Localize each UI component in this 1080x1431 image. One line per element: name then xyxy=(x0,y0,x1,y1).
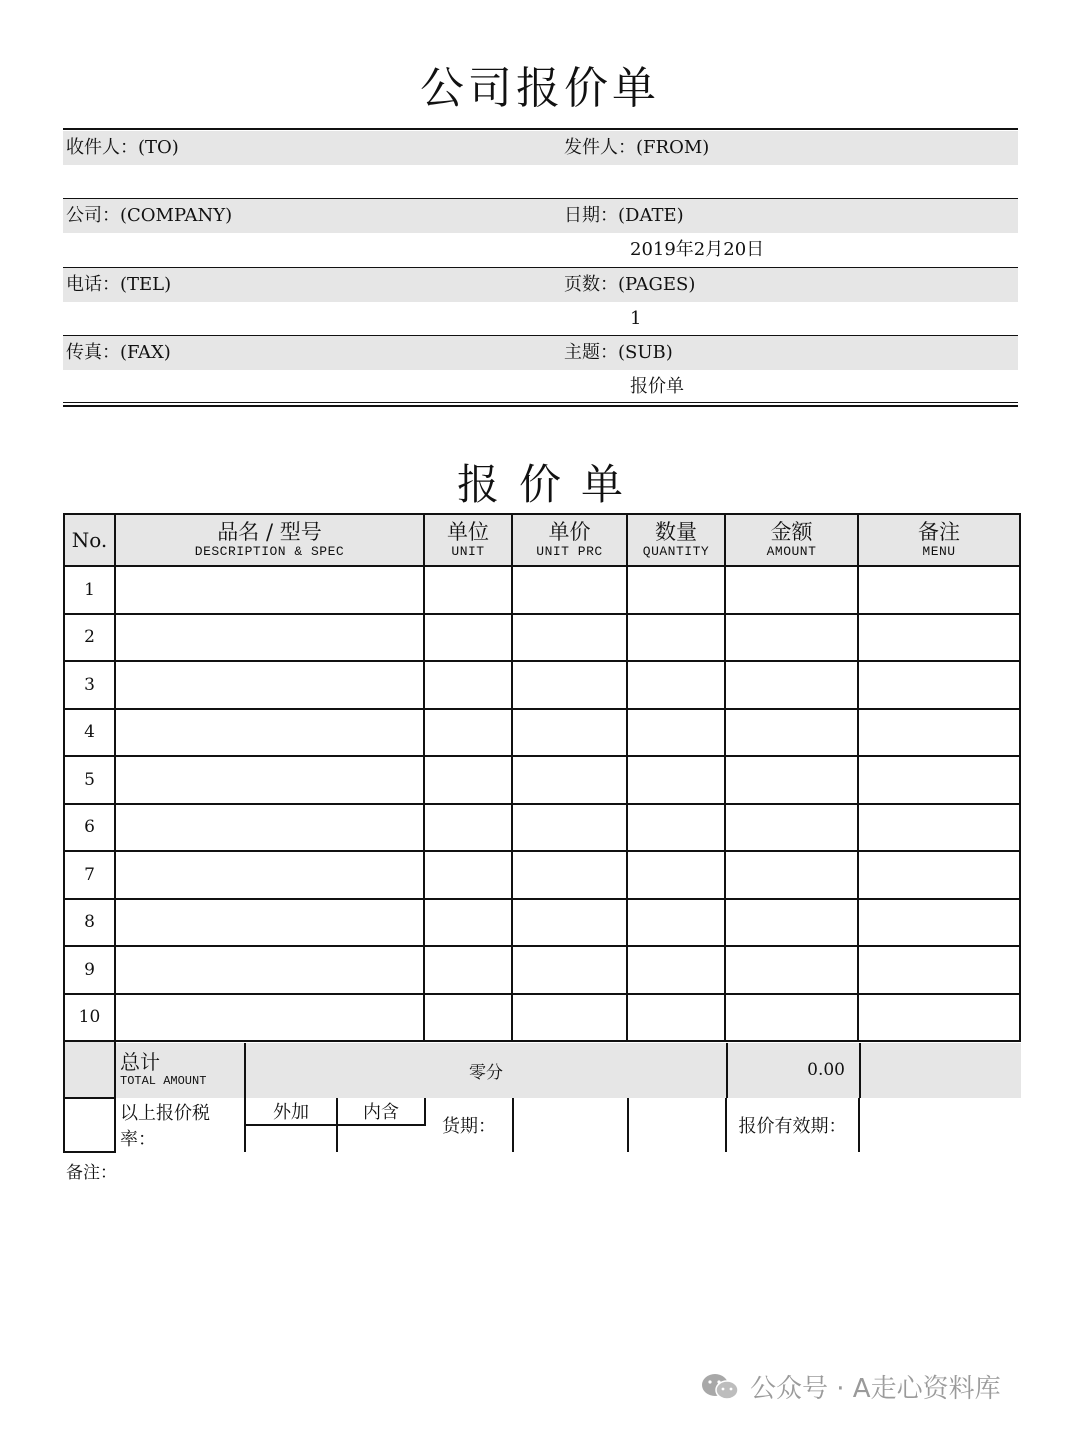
quantity-cell[interactable] xyxy=(627,946,725,994)
description-cell[interactable] xyxy=(115,946,424,994)
row-number: 9 xyxy=(64,946,115,994)
subject-label: 主题：(SUB) xyxy=(564,342,673,363)
remarks-cell[interactable] xyxy=(858,994,1020,1042)
row-number: 1 xyxy=(64,566,115,614)
description-cell[interactable] xyxy=(115,756,424,804)
fax-label: 传真：(FAX) xyxy=(66,342,171,363)
terms-row-container xyxy=(115,1098,1020,1152)
description-cell[interactable] xyxy=(115,804,424,852)
quantity-cell[interactable] xyxy=(627,661,725,709)
total-remarks-cell xyxy=(860,1043,1021,1098)
total-inner-table xyxy=(116,1043,1021,1098)
description-cell[interactable] xyxy=(115,566,424,614)
unit-price-cell[interactable] xyxy=(512,899,627,947)
wechat-icon xyxy=(700,1372,740,1402)
unit-cell[interactable] xyxy=(424,709,512,757)
row-number: 2 xyxy=(64,614,115,662)
col-description-header: 品名 / 型号 DESCRIPTION & SPEC xyxy=(115,514,424,566)
header-top-rule xyxy=(63,128,1018,130)
validity-value-cell[interactable] xyxy=(859,1098,1021,1152)
total-label: 总计 xyxy=(120,1050,160,1074)
quantity-cell[interactable] xyxy=(627,851,725,899)
amount-cell[interactable] xyxy=(725,709,858,757)
tax-extra-value[interactable] xyxy=(245,1125,337,1152)
quote-title: 报价单 xyxy=(456,460,643,509)
row-number: 8 xyxy=(64,899,115,947)
quantity-cell[interactable] xyxy=(627,899,725,947)
header-row-fax xyxy=(63,336,1018,370)
remarks-cell[interactable] xyxy=(858,709,1020,757)
unit-cell[interactable] xyxy=(424,899,512,947)
remarks-cell[interactable] xyxy=(858,661,1020,709)
terms-row xyxy=(64,1098,1020,1152)
tax-rate-label: 以上报价税率： xyxy=(116,1098,245,1152)
remarks-label: 备注： xyxy=(66,1163,117,1183)
total-row xyxy=(64,1041,1020,1098)
terms-blank-cell xyxy=(64,1098,115,1152)
amount-cell[interactable] xyxy=(725,994,858,1042)
quantity-cell[interactable] xyxy=(627,566,725,614)
unit-price-cell[interactable] xyxy=(512,614,627,662)
description-cell[interactable] xyxy=(115,899,424,947)
total-amount-words: 零分 xyxy=(245,1043,727,1098)
col-unit-header: 单位 UNIT xyxy=(424,514,512,566)
quantity-cell[interactable] xyxy=(627,756,725,804)
col-unit-price-header: 单价 UNIT PRC xyxy=(512,514,627,566)
unit-price-cell[interactable] xyxy=(512,804,627,852)
amount-cell[interactable] xyxy=(725,804,858,852)
unit-price-cell[interactable] xyxy=(512,709,627,757)
unit-cell[interactable] xyxy=(424,661,512,709)
tax-included-value[interactable] xyxy=(337,1125,425,1152)
unit-cell[interactable] xyxy=(424,566,512,614)
amount-cell[interactable] xyxy=(725,899,858,947)
total-label-en: TOTAL AMOUNT xyxy=(120,1074,207,1088)
tel-label: 电话：(TEL) xyxy=(66,274,172,295)
remarks-cell[interactable] xyxy=(858,756,1020,804)
col-amount-header: 金额 AMOUNT xyxy=(725,514,858,566)
table-row xyxy=(64,566,1020,614)
description-cell[interactable] xyxy=(115,851,424,899)
page-title: 公司报价单 xyxy=(420,63,660,114)
to-label: 收件人：(TO) xyxy=(66,137,179,158)
amount-cell[interactable] xyxy=(725,946,858,994)
table-row xyxy=(64,946,1020,994)
col-remarks-header: 备注 MENU xyxy=(858,514,1020,566)
validity-label: 报价有效期： xyxy=(726,1098,859,1152)
quantity-cell[interactable] xyxy=(627,614,725,662)
from-label: 发件人：(FROM) xyxy=(564,137,710,158)
total-row-container xyxy=(115,1041,1020,1098)
header-bottom-rule xyxy=(63,405,1018,407)
total-label-cell xyxy=(116,1043,245,1098)
tax-extra-label: 外加 xyxy=(245,1098,337,1125)
unit-price-cell[interactable] xyxy=(512,851,627,899)
description-cell[interactable] xyxy=(115,994,424,1042)
quantity-cell[interactable] xyxy=(627,804,725,852)
remarks-cell[interactable] xyxy=(858,851,1020,899)
row-number: 6 xyxy=(64,804,115,852)
quantity-cell[interactable] xyxy=(627,709,725,757)
date-value[interactable]: 2019年2月20日 xyxy=(630,239,765,260)
watermark xyxy=(700,1368,1001,1405)
header-bottom-rule-inner xyxy=(63,402,1018,403)
company-label: 公司：(COMPANY) xyxy=(66,205,233,226)
header-row-to xyxy=(63,131,1018,165)
col-no-header: No. xyxy=(64,514,115,566)
amount-cell[interactable] xyxy=(725,661,858,709)
delivery-label: 货期： xyxy=(425,1098,513,1152)
table-row xyxy=(64,709,1020,757)
row-number: 4 xyxy=(64,709,115,757)
subject-value[interactable]: 报价单 xyxy=(630,376,684,397)
pages-label: 页数：(PAGES) xyxy=(564,274,696,295)
description-cell[interactable] xyxy=(115,709,424,757)
table-row xyxy=(64,851,1020,899)
amount-cell[interactable] xyxy=(725,756,858,804)
remarks-cell[interactable] xyxy=(858,946,1020,994)
amount-cell[interactable] xyxy=(725,614,858,662)
description-cell[interactable] xyxy=(115,661,424,709)
delivery-value-cell[interactable] xyxy=(513,1098,628,1152)
unit-cell[interactable] xyxy=(424,804,512,852)
unit-cell[interactable] xyxy=(424,994,512,1042)
terms-inner-table xyxy=(116,1098,1021,1152)
unit-cell[interactable] xyxy=(424,756,512,804)
unit-cell[interactable] xyxy=(424,851,512,899)
unit-price-cell[interactable] xyxy=(512,661,627,709)
table-row xyxy=(64,804,1020,852)
quantity-cell[interactable] xyxy=(627,994,725,1042)
remarks-cell[interactable] xyxy=(858,566,1020,614)
table-row xyxy=(64,994,1020,1042)
amount-cell[interactable] xyxy=(725,566,858,614)
delivery-extra-cell[interactable] xyxy=(628,1098,726,1152)
row-number: 7 xyxy=(64,851,115,899)
unit-price-cell[interactable] xyxy=(512,756,627,804)
remarks-cell[interactable] xyxy=(858,899,1020,947)
tax-included-label: 内含 xyxy=(337,1098,425,1125)
pages-value[interactable]: 1 xyxy=(630,308,642,329)
description-cell[interactable] xyxy=(115,614,424,662)
unit-price-cell[interactable] xyxy=(512,994,627,1042)
remarks-cell[interactable] xyxy=(858,614,1020,662)
unit-price-cell[interactable] xyxy=(512,566,627,614)
watermark-text: 公众号 · A走心资料库 xyxy=(750,1374,1001,1404)
header-row-tel xyxy=(63,268,1018,302)
table-row xyxy=(64,614,1020,662)
quote-table xyxy=(63,513,1021,1153)
date-label: 日期：(DATE) xyxy=(564,205,684,226)
col-quantity-header: 数量 QUANTITY xyxy=(627,514,725,566)
amount-cell[interactable] xyxy=(725,851,858,899)
row-number: 5 xyxy=(64,756,115,804)
table-row xyxy=(64,661,1020,709)
table-row xyxy=(64,756,1020,804)
row-number: 3 xyxy=(64,661,115,709)
table-header-row xyxy=(64,514,1020,566)
unit-cell[interactable] xyxy=(424,946,512,994)
table-row xyxy=(64,899,1020,947)
unit-price-cell[interactable] xyxy=(512,946,627,994)
total-amount: 0.00 xyxy=(727,1043,860,1098)
row-number: 10 xyxy=(64,994,115,1042)
remarks-cell[interactable] xyxy=(858,804,1020,852)
unit-cell[interactable] xyxy=(424,614,512,662)
total-blank-cell xyxy=(64,1041,115,1098)
